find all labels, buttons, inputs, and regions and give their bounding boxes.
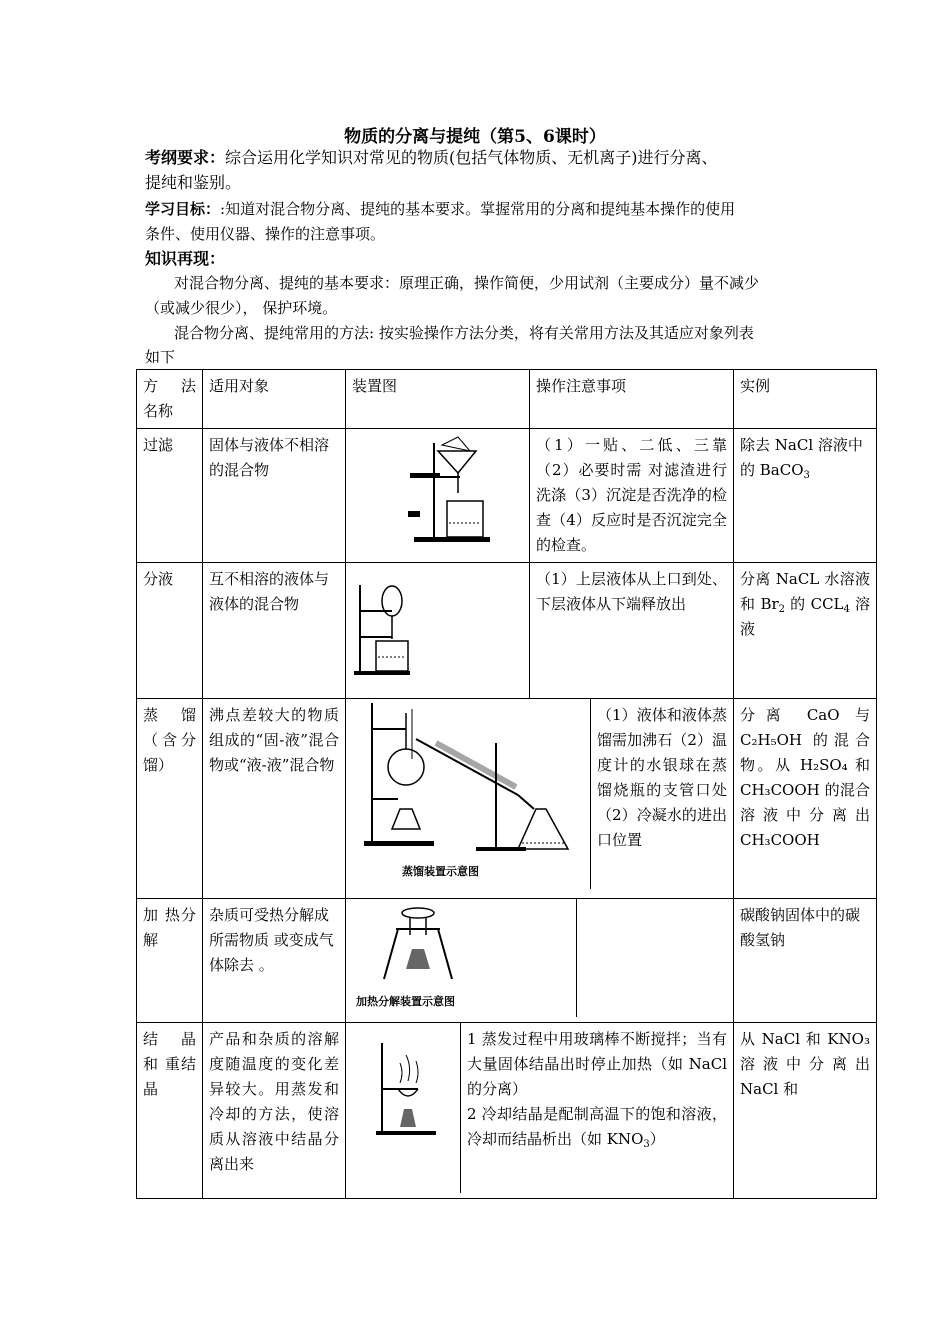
table-row: [137, 699, 877, 899]
example-cell: 从 NaCl 和 KNO₃ 溶液中分离出 NaCl 和: [734, 1023, 877, 1199]
zhishi-p1b: （或减少很少）， 保护环境。: [145, 299, 338, 317]
example-cell: [734, 563, 877, 699]
method-cell: 过滤: [137, 429, 203, 563]
example-text-a: 分离 NaCL 水溶液和 Br: [740, 570, 870, 613]
kaogang-label: 考纲要求：: [145, 148, 226, 167]
method-cell: 蒸 馏（含分馏）: [137, 699, 203, 899]
object-cell: 产品和杂质的溶解度随温度的变化差异较大。用蒸发和冷却的方法，使溶质从溶液中结晶分离出来: [203, 1023, 346, 1199]
table-row: [137, 899, 877, 1023]
decomposition-wrapper: [346, 899, 733, 1017]
notes-item-2: [467, 1102, 727, 1152]
crystallization-figure-box: [346, 1023, 460, 1193]
decomposition-figure-box: [346, 899, 576, 1017]
example-subscript-a: 2: [778, 604, 786, 615]
xuexi-line1: [145, 197, 735, 221]
notes-cell: （1）一贴、二低、三靠（2）必要时需 对滤渣进行洗涤（3）沉淀是否洗净的检查（4）反应时是否沉淀完全的检查。: [530, 429, 734, 563]
zhishi-p2b: 如下: [145, 348, 176, 366]
notes-item-1: 1 蒸发过程中用玻璃棒不断搅拌；当有大量固体结晶出时停止加热（如 NaCl 的分离）: [467, 1030, 727, 1098]
example-subscript: 3: [803, 470, 810, 481]
figure-cell: [346, 429, 530, 563]
notes-cell: [460, 1023, 733, 1193]
figure-notes-cell: [346, 899, 734, 1023]
header-figure: 装置图: [346, 370, 530, 429]
figure-cell: [346, 563, 530, 699]
notes-cell: [576, 899, 733, 1017]
notes-item-2-end: ）: [649, 1130, 665, 1148]
notes-cell: （1）上层液体从上口到处、下层液体从下端释放出: [530, 563, 734, 699]
method-cell: 分液: [137, 563, 203, 699]
page-title: 物质的分离与提纯（第5、6课时）: [344, 127, 606, 147]
notes-item-2-text: 2 冷却结晶是配制高温下的饱和溶液，冷却而结晶析出（如 KNO: [467, 1105, 727, 1148]
method-cell: 结 晶 和 重结晶: [137, 1023, 203, 1199]
xuexi-text: :知道对混合物分离、提纯的基本要求。掌握常用的分离和提纯基本操作的使用: [220, 200, 736, 218]
example-text-b: 的 CCL: [785, 595, 844, 613]
table-row: [137, 563, 877, 699]
kaogang-line2: 提纯和鉴别。: [145, 173, 242, 192]
object-cell: 杂质可受热分解成所需物质 或变成气体除去 。: [203, 899, 346, 1023]
table-row: [137, 1023, 877, 1199]
header-notes: 操作注意事项: [530, 370, 734, 429]
filtration-apparatus-figure: [352, 433, 522, 545]
kaogang-text: 综合运用化学知识对常见的物质(包括气体物质、无机离子)进行分离、: [225, 148, 718, 167]
methods-table: [136, 369, 877, 1199]
example-cell: 碳酸钠固体中的碳酸氢钠: [734, 899, 877, 1023]
example-cell: [734, 429, 877, 563]
zhishi-label: 知识再现：: [145, 249, 226, 268]
xuexi-line2: 条件、使用仪器、操作的注意事项。: [145, 225, 386, 243]
notes-item-2-subscript: 3: [643, 1139, 650, 1150]
header-method: 方 法 名称: [137, 370, 203, 429]
header-object: 适用对象: [203, 370, 346, 429]
method-cell: 加 热分解: [137, 899, 203, 1023]
distillation-wrapper: [346, 699, 733, 889]
heating-decomposition-figure: [346, 899, 576, 995]
example-subscript-b: 4: [843, 604, 850, 615]
distillation-caption: 蒸馏装置示意图: [402, 865, 479, 878]
evaporation-apparatus-figure: [346, 1023, 460, 1143]
object-cell: 互不相溶的液体与液体的混合物: [203, 563, 346, 699]
distillation-apparatus-figure: [346, 699, 590, 867]
example-text: 除去 NaCl 溶液中的 BaCO: [740, 436, 863, 479]
object-cell: 沸点差较大的物质组成的“固-液”混合物或“液-液”混合物: [203, 699, 346, 899]
separatory-funnel-figure: [352, 567, 522, 687]
figure-notes-cell: [346, 699, 734, 899]
header-example: 实例: [734, 370, 877, 429]
decomposition-caption: 加热分解装置示意图: [356, 995, 455, 1008]
xuexi-label: 学习目标：: [145, 200, 221, 218]
crystallization-wrapper: [346, 1023, 733, 1193]
example-text-c: 溶液: [740, 595, 870, 638]
figure-notes-cell: [346, 1023, 734, 1199]
notes-cell: （1）液体和液体蒸馏需加沸石（2）温度计的水银球在蒸馏烧瓶的支管口处（2）冷凝水的进出口位置: [590, 699, 733, 889]
zhishi-p2a: 混合物分离、提纯常用的方法: 按实验操作方法分类，将有关常用方法及其适应对象列表: [174, 324, 754, 342]
zhishi-p1a: 对混合物分离、提纯的基本要求：原理正确，操作简便，少用试剂（主要成分）量不减少: [174, 274, 760, 292]
distillation-figure-box: [346, 699, 590, 889]
table-row: [137, 429, 877, 563]
table-header-row: [137, 370, 877, 429]
example-cell: 分离 CaO 与 C₂H₅OH 的混合物。从 H₂SO₄ 和 CH₃COOH 的混合溶液中分离出 CH₃COOH: [734, 699, 877, 899]
kaogang-line1: [145, 146, 718, 170]
object-cell: 固体与液体不相溶的混合物: [203, 429, 346, 563]
